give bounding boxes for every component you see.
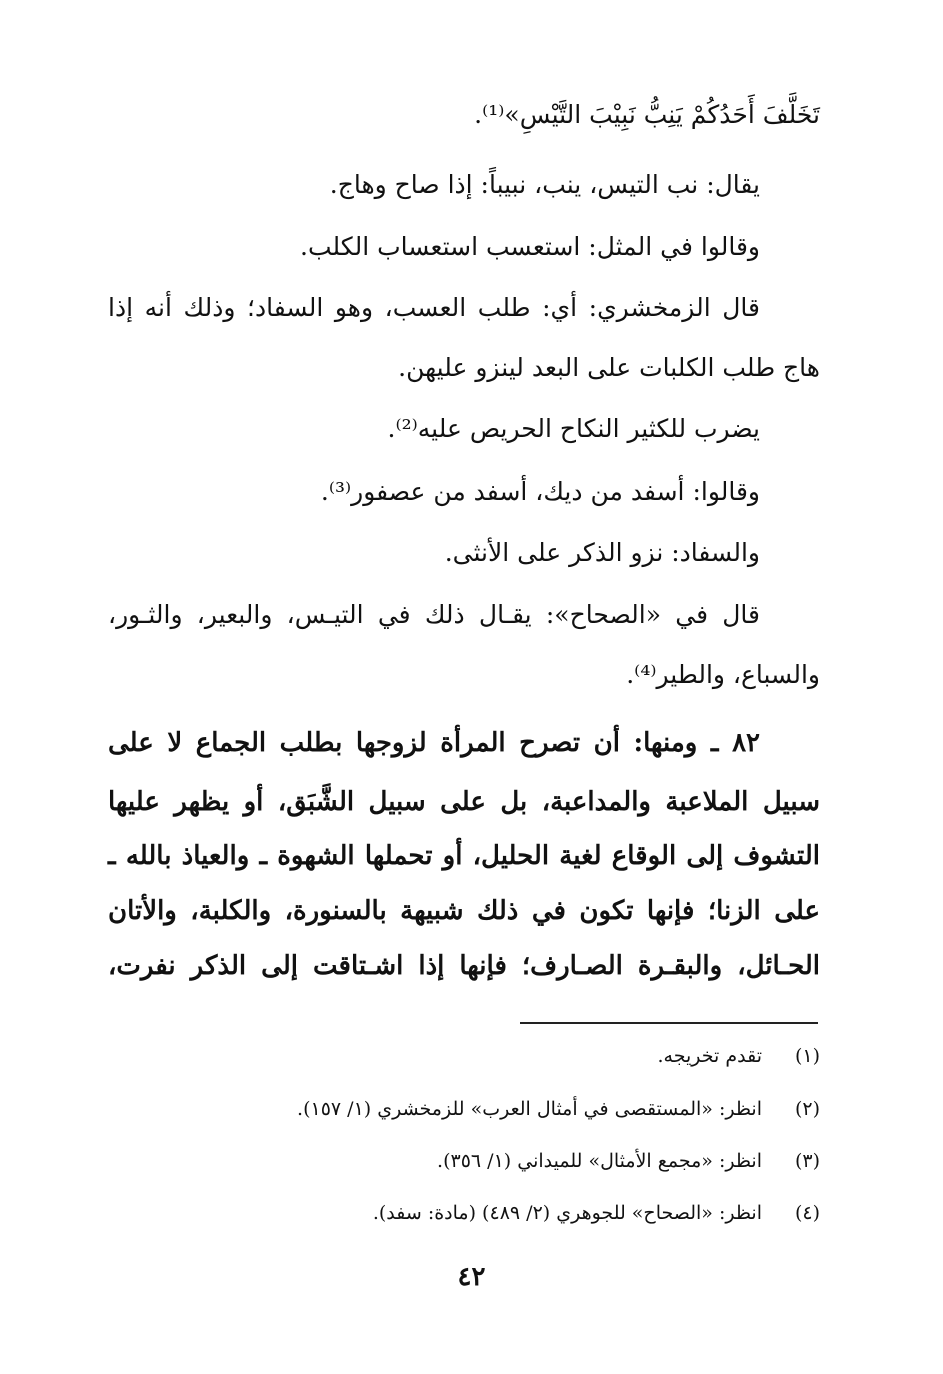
- bold-text-line: على الزنا؛ فإنها تكون في ذلك شبيهة بالسنورة، والكلبة، والأتان: [108, 896, 820, 926]
- text-line: قال الزمخشري: أي: طلب العسب، وهو السفاد؛ وذلك أنه إذا: [108, 293, 760, 322]
- footnote-text: انظر: «مجمع الأمثال» للميداني (١/ ٣٥٦).: [437, 1150, 762, 1172]
- footnote-text: انظر: «المستقصى في أمثال العرب» للزمخشري (١/ ١٥٧).: [297, 1098, 762, 1120]
- page-number: ٤٢: [457, 1262, 486, 1292]
- footnote-number: (١): [794, 1045, 820, 1067]
- footnote-number: (٢): [794, 1098, 820, 1120]
- footnote-divider: [520, 1022, 818, 1024]
- text-line: يضرب للكثير النكاح الحريص عليه⁽²⁾.: [387, 414, 760, 443]
- footnote-number: (٤): [794, 1202, 820, 1224]
- bold-text-line: سبيل الملاعبة والمداعبة، بل على سبيل الشَّبَق، أو يظهر عليها: [108, 787, 820, 817]
- footnote-item: [437, 1150, 820, 1172]
- bold-text-line: ٨٢ ـ ومنها: أن تصرح المرأة لزوجها بطلب الجماع لا على: [108, 728, 760, 758]
- text-line: هاج طلب الكلبات على البعد لينزو عليهن.: [398, 353, 820, 382]
- footnote-item: [658, 1045, 821, 1067]
- text-line: والسفاد: نزو الذكر على الأنثى.: [444, 538, 760, 567]
- footnote-item: [373, 1202, 820, 1224]
- text-line: والسباع، والطير⁽⁴⁾.: [626, 660, 820, 689]
- text-line: تَخَلَّفَ أَحَدُكُمْ يَنِبُّ نَبِيْبَ التَّيْسِ»⁽¹⁾.: [474, 100, 820, 129]
- footnote-text: انظر: «الصحاح» للجوهري (٢/ ٤٨٩) (مادة: سفد).: [372, 1202, 762, 1224]
- footnote-text: تقدم تخريجه.: [657, 1045, 762, 1067]
- bold-text-line: التشوف إلى الوقاع لغية الحليل، أو تحملها الشهوة ـ والعياذ بالله ـ: [108, 841, 820, 871]
- text-line: يقال: نب التيس، ينب، نبيباً: إذا صاح وهاج.: [329, 170, 760, 199]
- text-line: وقالوا: أسفد من ديك، أسفد من عصفور⁽³⁾.: [320, 477, 760, 506]
- footnote-item: [297, 1098, 820, 1120]
- text-line: وقالوا في المثل: استعسب استعساب الكلب.: [300, 232, 760, 261]
- bold-text-line: الحـائل، والبقـرة الصـارف؛ فإنها إذا اشـتاقت إلى الذكر نفرت،: [108, 951, 820, 981]
- text-line: قال في «الصحاح»: يقـال ذلك في التيـس، والبعير، والثـور،: [108, 600, 760, 629]
- footnote-number: (٣): [794, 1150, 820, 1172]
